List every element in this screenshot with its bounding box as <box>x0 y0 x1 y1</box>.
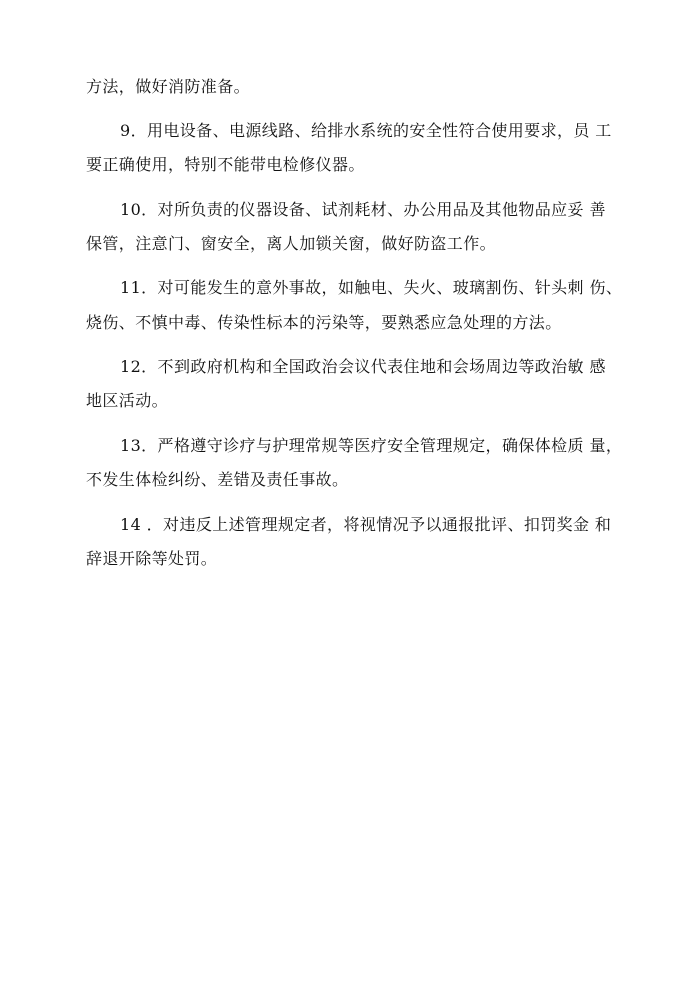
text-line: 14 ．对违反上述管理规定者，将视情况予以通报批评、扣罚奖金 和 <box>120 515 612 534</box>
text-line: 13．严格遵守诊疗与护理常规等医疗安全管理规定，确保体检质 量， <box>120 436 623 455</box>
text-line: 10．对所负责的仪器设备、试剂耗材、办公用品及其他物品应妥 善 <box>120 200 606 219</box>
text-line: 地区活动。 <box>86 391 169 410</box>
text-line: 要正确使用，特别不能带电检修仪器。 <box>86 155 365 174</box>
text-line: 烧伤、不慎中毒、传染性标本的污染等，要熟悉应急处理的方法。 <box>86 313 562 332</box>
text-line: 保管，注意门、窗安全，离人加锁关窗，做好防盗工作。 <box>86 234 497 253</box>
text-line: 辞退开除等处罚。 <box>86 549 218 568</box>
text-line: 12．不到政府机构和全国政治会议代表住地和会场周边等政治敏 感 <box>120 357 606 376</box>
text-line: 方法，做好消防准备。 <box>86 77 251 96</box>
text-line: 11．对可能发生的意外事故，如触电、失火、玻璃割伤、针头刺 伤、 <box>120 278 623 297</box>
text-line: 不发生体检纠纷、差错及责任事故。 <box>86 470 349 489</box>
text-line: 9．用电设备、电源线路、给排水系统的安全性符合使用要求，员 工 <box>120 121 612 140</box>
